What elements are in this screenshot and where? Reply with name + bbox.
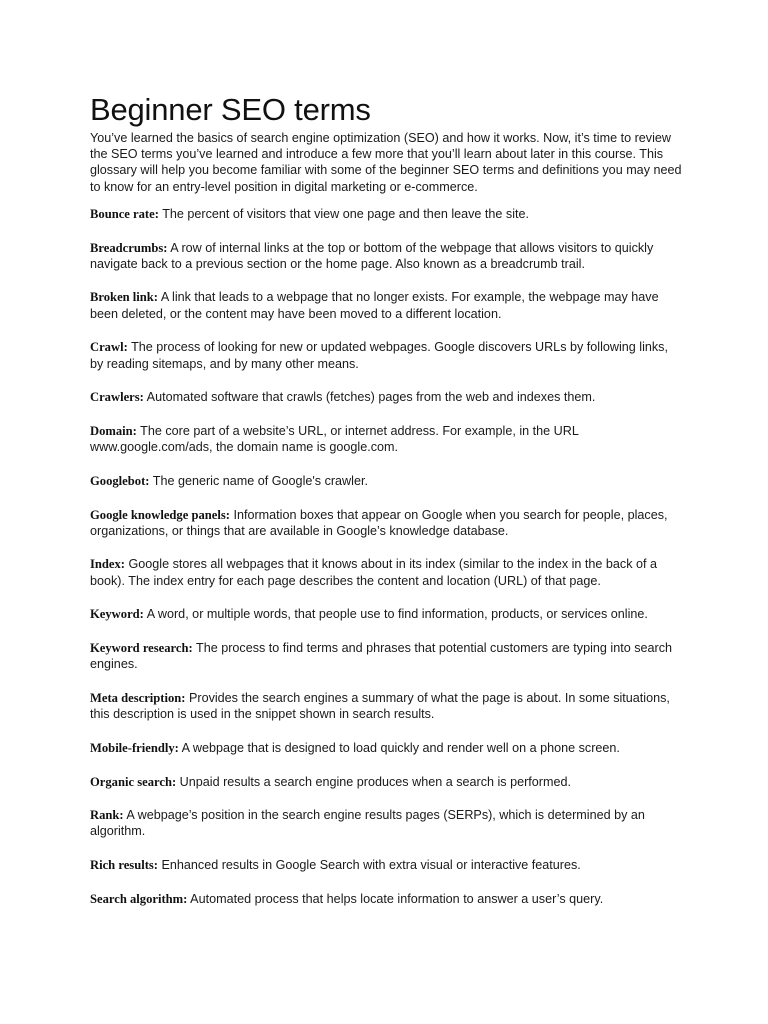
- glossary-term: Google knowledge panels:: [90, 507, 230, 522]
- intro-paragraph: You’ve learned the basics of search engine optimization (SEO) and how it works. Now, it’s time to review the SEO terms you’ve learned and introduce a few more that you’ll learn about later in this course. This glossary will help you become familiar with some of the beginner SEO terms and definitions you may need to know for an entry-level position in digital marketing or e-commerce.: [90, 131, 682, 194]
- glossary-term: Domain:: [90, 423, 137, 438]
- glossary-entry-index: [90, 556, 682, 588]
- glossary-definition: A row of internal links at the top or bottom of the webpage that allows visitors to quickly navigate back to a previous section or the home page. Also known as a breadcrumb trail.: [90, 240, 654, 271]
- glossary-definition: Unpaid results a search engine produces when a search is performed.: [179, 774, 571, 789]
- glossary-definition: The process of looking for new or updated webpages. Google discovers URLs by following links, by reading sitemaps, and by many other means.: [90, 340, 668, 371]
- glossary-definition: Enhanced results in Google Search with extra visual or interactive features.: [161, 858, 581, 873]
- glossary-definition: Automated software that crawls (fetches) pages from the web and indexes them.: [146, 390, 596, 405]
- glossary-entry-crawlers: [90, 389, 682, 405]
- glossary-entry-rank: [90, 807, 682, 839]
- glossary-definition: The percent of visitors that view one page and then leave the site.: [162, 206, 530, 221]
- glossary-term: Keyword research:: [90, 641, 193, 656]
- glossary-definition: Information boxes that appear on Google when you search for people, places, organizations, or things that are available in Google’s knowledge database.: [90, 507, 668, 538]
- glossary-entry-organic-search: [90, 774, 682, 790]
- glossary-term: Breadcrumbs:: [90, 240, 168, 255]
- glossary-entry-meta-description: [90, 690, 682, 722]
- glossary-definition: Provides the search engines a summary of what the page is about. In some situations, this description is used in the snippet shown in search results.: [90, 690, 670, 722]
- glossary-term: Broken link:: [90, 290, 159, 305]
- glossary-entry-search-algorithm: [90, 891, 682, 907]
- glossary-definition: A link that leads to a webpage that no longer exists. For example, the webpage may have been deleted, or the content may have been moved to a different location.: [90, 290, 659, 321]
- glossary-entry-keyword: [90, 606, 682, 622]
- glossary-entry-mobile-friendly: [90, 740, 682, 756]
- glossary-term: Mobile-friendly:: [90, 740, 179, 755]
- glossary-definition: The core part of a website’s URL, or internet address. For example, in the URL www.google.com/ads, the domain name is google.com.: [90, 423, 579, 455]
- glossary-term: Rich results:: [90, 858, 158, 873]
- glossary-entry-bounce-rate: [90, 206, 682, 222]
- page-title: Beginner SEO terms: [90, 92, 371, 127]
- glossary-entry-crawl: [90, 339, 682, 371]
- glossary-entry-rich-results: [90, 857, 682, 873]
- glossary-term: Index:: [90, 557, 125, 572]
- glossary-term: Bounce rate:: [90, 206, 159, 221]
- glossary-term: Search algorithm:: [90, 891, 188, 906]
- glossary-definition: A webpage that is designed to load quickly and render well on a phone screen.: [181, 740, 620, 755]
- glossary-definition: The process to find terms and phrases that potential customers are typing into search engines.: [90, 641, 673, 672]
- glossary-entry-domain: [90, 423, 682, 455]
- glossary-entry-googlebot: [90, 473, 682, 489]
- glossary-entry-google-knowledge-panels: [90, 507, 682, 539]
- glossary-list: [90, 206, 682, 907]
- glossary-definition: A webpage’s position in the search engine results pages (SERPs), which is determined by an algorithm.: [90, 808, 645, 839]
- glossary-entry-broken-link: [90, 289, 682, 321]
- glossary-term: Keyword:: [90, 607, 144, 622]
- glossary-definition: A word, or multiple words, that people use to find information, products, or services online.: [146, 607, 648, 622]
- glossary-term: Googlebot:: [90, 473, 150, 488]
- document-page: [90, 92, 682, 925]
- glossary-definition: The generic name of Google's crawler.: [152, 473, 368, 488]
- glossary-definition: Automated process that helps locate information to answer a user’s query.: [190, 891, 604, 906]
- glossary-term: Crawlers:: [90, 390, 144, 405]
- glossary-term: Rank:: [90, 808, 124, 823]
- glossary-entry-keyword-research: [90, 640, 682, 672]
- glossary-term: Organic search:: [90, 774, 177, 789]
- glossary-term: Meta description:: [90, 690, 186, 705]
- glossary-entry-breadcrumbs: [90, 240, 682, 272]
- glossary-definition: Google stores all webpages that it knows about in its index (similar to the index in the back of a book). The index entry for each page describes the content and location (URL) of that page.: [90, 557, 658, 588]
- glossary-term: Crawl:: [90, 340, 128, 355]
